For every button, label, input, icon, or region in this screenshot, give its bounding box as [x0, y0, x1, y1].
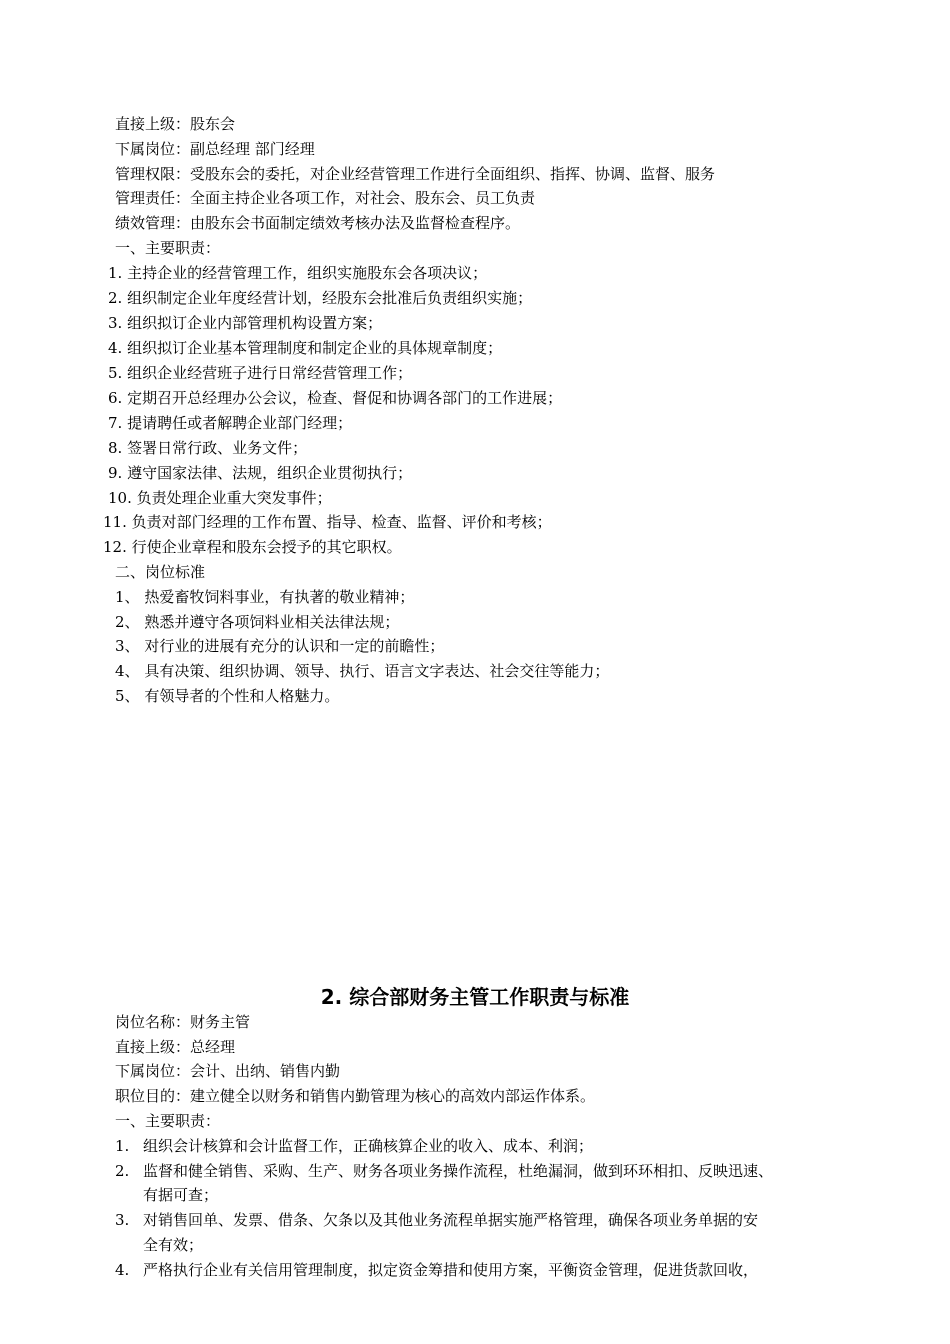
standards-heading: 二、岗位标准 — [115, 563, 206, 581]
list-item — [108, 263, 487, 283]
item-text: 组织拟订企业内部管理机构设置方案； — [127, 314, 383, 332]
list-item — [115, 686, 339, 706]
item-text: 签署日常行政、业务文件； — [127, 439, 308, 457]
item-text: 熟悉并遵守各项饲料业相关法律法规； — [144, 613, 400, 631]
header-line-subordinates: 下属岗位：会计、出纳、销售内勤 — [115, 1062, 341, 1080]
duties-heading: 一、主要职责： — [115, 239, 221, 257]
item-number: 5、 — [115, 687, 140, 705]
list-item — [108, 438, 307, 458]
item-text: 负责对部门经理的工作布置、指导、检查、监督、评价和考核； — [131, 513, 552, 531]
list-item — [103, 512, 552, 532]
item-number: 1、 — [115, 588, 140, 606]
list-item — [108, 338, 502, 358]
item-number: 2、 — [115, 613, 140, 631]
item-number: 4. — [108, 339, 123, 357]
item-text: 严格执行企业有关信用管理制度，拟定资金筹措和使用方案，平衡资金管理，促进货款回收， — [143, 1261, 759, 1279]
duties-heading: 一、主要职责： — [115, 1112, 221, 1130]
section-title: 2. 综合部财务主管工作职责与标准 — [320, 985, 630, 1009]
item-text: 行使企业章程和股东会授予的其它职权。 — [131, 538, 402, 556]
list-item — [103, 537, 402, 557]
item-number: 10. — [108, 489, 132, 507]
item-text: 组织拟订企业基本管理制度和制定企业的具体规章制度； — [127, 339, 503, 357]
item-text: 对行业的进展有充分的认识和一定的前瞻性； — [144, 637, 445, 655]
item-number: 4. — [115, 1261, 130, 1279]
list-item — [115, 636, 444, 656]
list-item — [108, 413, 352, 433]
item-text: 定期召开总经理办公会议，检查、督促和协调各部门的工作进展； — [127, 389, 563, 407]
header-line-responsibility: 管理责任：全面主持企业各项工作，对社会、股东会、员工负责 — [115, 189, 536, 207]
item-text: 组织制定企业年度经营计划，经股东会批准后负责组织实施； — [127, 289, 533, 307]
item-number: 11. — [103, 513, 127, 531]
item-number: 2. — [108, 289, 123, 307]
item-number: 6. — [108, 389, 123, 407]
list-item — [108, 388, 562, 408]
item-number: 2. — [115, 1162, 130, 1180]
header-line-purpose: 职位目的：建立健全以财务和销售内勤管理为核心的高效内部运作体系。 — [115, 1087, 596, 1105]
item-text: 对销售回单、发票、借条、欠条以及其他业务流程单据实施严格管理，确保各项业务单据的安 — [143, 1211, 759, 1229]
list-item — [115, 661, 609, 681]
header-line-superior: 直接上级：股东会 — [115, 115, 236, 133]
item-number: 3、 — [115, 637, 140, 655]
list-item — [108, 463, 412, 483]
item-text: 主持企业的经营管理工作，组织实施股东会各项决议； — [127, 264, 488, 282]
item-number: 1. — [108, 264, 123, 282]
item-number: 3. — [115, 1211, 130, 1229]
list-item — [115, 587, 414, 607]
header-line-position: 岗位名称：财务主管 — [115, 1013, 251, 1031]
item-number: 3. — [108, 314, 123, 332]
item-number: 4、 — [115, 662, 140, 680]
list-item — [108, 363, 412, 383]
item-text: 监督和健全销售、采购、生产、财务各项业务操作流程，杜绝漏洞，做到环环相扣、反映迅速、 — [143, 1162, 774, 1180]
item-text: 有领导者的个性和人格魅力。 — [144, 687, 340, 705]
item-text-continued: 全有效； — [143, 1236, 204, 1254]
header-line-subordinates: 下属岗位：副总经理 部门经理 — [115, 140, 315, 158]
item-number: 7. — [108, 414, 123, 432]
item-text: 组织企业经营班子进行日常经营管理工作； — [127, 364, 413, 382]
list-item — [108, 488, 332, 508]
list-item — [108, 313, 382, 333]
list-item — [115, 612, 399, 632]
header-line-authority: 管理权限：受股东会的委托，对企业经营管理工作进行全面组织、指挥、协调、监督、服务 — [115, 165, 716, 183]
item-number: 8. — [108, 439, 123, 457]
item-number: 1. — [115, 1137, 130, 1155]
item-number: 5. — [108, 364, 123, 382]
item-text: 提请聘任或者解聘企业部门经理； — [127, 414, 353, 432]
item-text: 具有决策、组织协调、领导、执行、语言文字表达、社会交往等能力； — [144, 662, 610, 680]
item-number: 12. — [103, 538, 127, 556]
header-line-superior: 直接上级：总经理 — [115, 1038, 236, 1056]
header-line-performance: 绩效管理：由股东会书面制定绩效考核办法及监督检查程序。 — [115, 214, 521, 232]
list-item — [108, 288, 532, 308]
item-text: 组织会计核算和会计监督工作，正确核算企业的收入、成本、利润； — [143, 1137, 594, 1155]
item-text-continued: 有据可查； — [143, 1186, 219, 1204]
item-text: 遵守国家法律、法规，组织企业贯彻执行； — [127, 464, 413, 482]
item-text: 热爱畜牧饲料事业，有执著的敬业精神； — [144, 588, 415, 606]
item-number: 9. — [108, 464, 123, 482]
item-text: 负责处理企业重大突发事件； — [136, 489, 332, 507]
